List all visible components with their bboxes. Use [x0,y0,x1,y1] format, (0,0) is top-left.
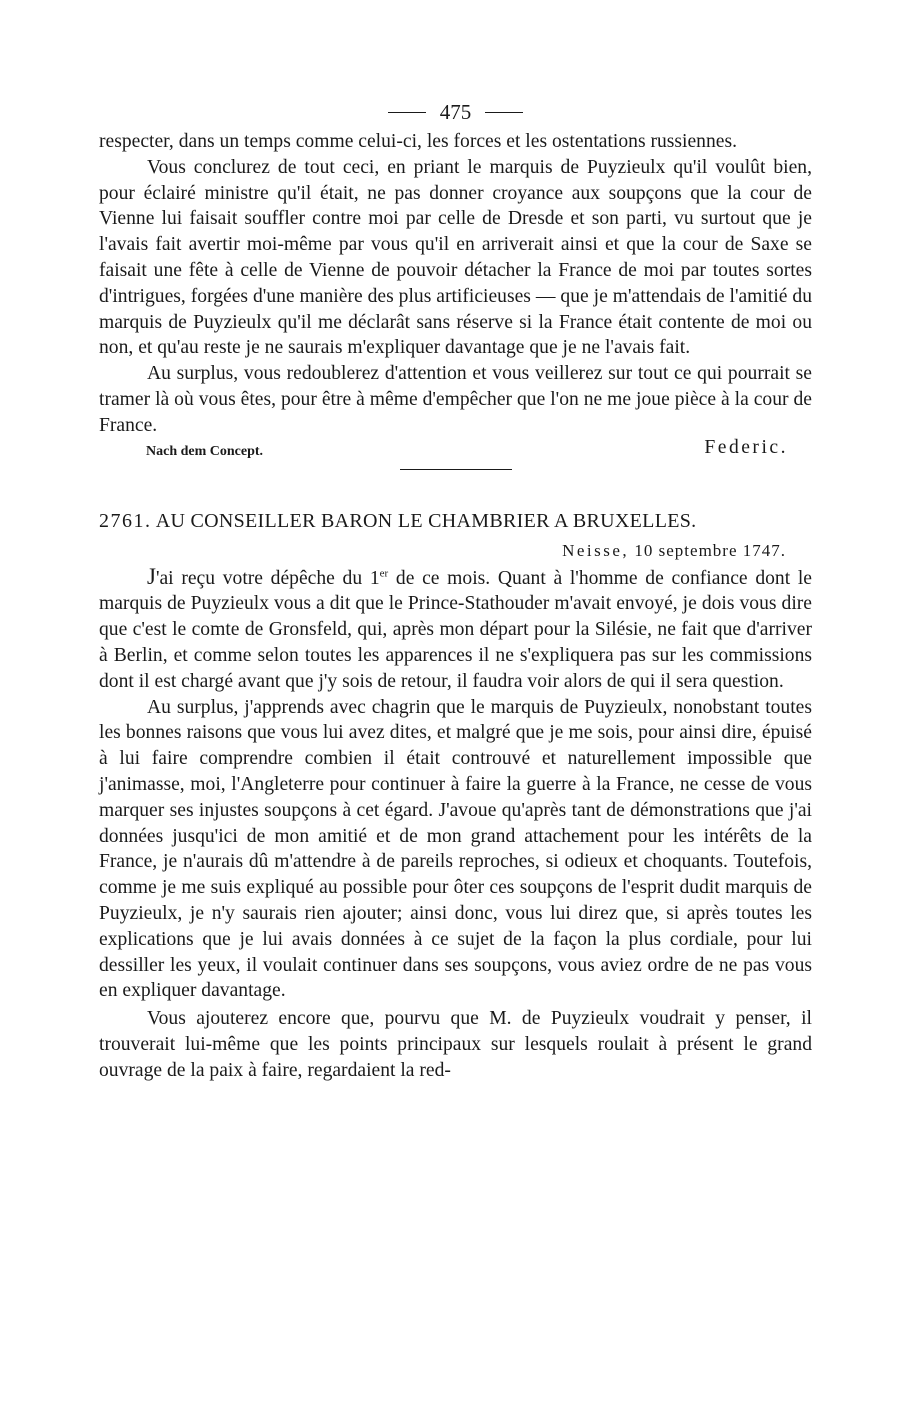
page-number: 475 [439,99,472,124]
dateline-date: 10 septembre 1747. [634,540,786,560]
dateline-place: Neisse, [562,540,630,560]
paragraph-surplus: Au surplus, vous redoublerez d'attention et vous veillerez sur tout ce qui pourrait se tramer là où vous êtes, pour être à même d'empêcher que l'on ne me joue pièce à la cour de France. [99,363,812,436]
letter-heading [99,508,812,534]
book-page [99,95,812,1084]
paragraph-opening [99,564,812,695]
ordinal-suffix: er [379,567,389,580]
paragraph-chagrin: Au surplus, j'apprends avec chagrin que le marquis de Puyzieulx, nonobstant toutes les bonnes raisons que vous lui avez dites, et malgré que je me sois, pour ainsi dire, épuisé à lui faire comprendre combien il était controuvé et naturellement impossible que j'animasse, moi, l'Angleterre pour continuer à faire la guerre à la France, ne cesse de vous marquer ses injustes soupçons à cet égard. J'avoue qu'après tant de démonstrations que j'ai données jusqu'ici de mon amitié et de mon grand attachement pour les intérêts de la France, je n'aurais dû m'attendre à de pareils reproches, si odieux et choquants. Toutefois, comme je me suis expliqué au possible pour ôter ces soupçons de l'esprit dudit marquis de Puyzieulx, je n'y saurais rien ajouter; ainsi donc, vous lui direz que, si après toutes les explications que je lui avais données à ce sujet de la façon la plus cordiale, pour lui dessiller les yeux, il voulait continuer dans ses soupçons, vous aviez ordre de ne pas vous en expliquer davantage. [99,696,812,1002]
page-number-rule-right [485,112,523,113]
paragraph-ajouterez: Vous ajouterez encore que, pourvu que M. de Puyzieulx voudrait y penser, il trouverait lui-même que les points principaux sur lesquels roulait à présent le grand ouvrage de la paix à faire, regardaient la red- [99,1008,812,1081]
letter-number: 2761. [99,509,152,532]
signature: Federic. [704,436,788,458]
opening-text-a: 'ai reçu votre dépêche du 1 [155,567,380,589]
drop-capital: J [147,563,156,589]
source-note: Nach dem Concept. [146,443,264,459]
page-number-rule-left [388,112,426,113]
opening-text-b: de ce mois. Quant à l'homme de confiance dont le marquis de Puyzieulx vous a dit que le Prince-Stathouder m'avait envoyé, je dois vous dire que c'est le comte de Gronsfeld, qui, après mon départ pour la Silésie, ne fait que d'arriver à Berlin, et comme selon toutes les apparences il ne s'expliquera pas sur les commissions dont il est chargé avant que j'y sois de retour, il faudra voir alors de qui il sera question. [99,567,812,692]
paragraph-conclusion: Vous conclurez de tout ceci, en priant le marquis de Puyzieulx qu'il voulût bien, pour éclairé ministre qu'il était, ne pas donner croyance aux soupçons que la cour de Vienne lui faisait souffler contre moi par celle de Dresde et son parti, vu surtout que je l'avais fait avertir moi-même par vous qu'il en arriverait ainsi et que la cour de Saxe se faisait une fête à celle de Vienne de pouvoir détacher la France de moi par toutes sortes d'intrigues, forgées d'une manière des plus artificieuses — que je m'attendais de l'amitié du marquis de Puyzieulx qu'il me déclarât sans réserve si la France était contente de moi ou non, et qu'au reste je ne saurais m'expliquer davantage que je ne l'avais fait. [99,156,812,359]
paragraph-continuation: respecter, dans un temps comme celui-ci, les forces et les ostentations russiennes. [99,131,737,152]
section-divider [400,469,512,470]
page-number-row [99,95,812,129]
dateline [99,540,812,562]
letter-title: AU CONSEILLER BARON LE CHAMBRIER A BRUXELLES. [155,509,697,532]
